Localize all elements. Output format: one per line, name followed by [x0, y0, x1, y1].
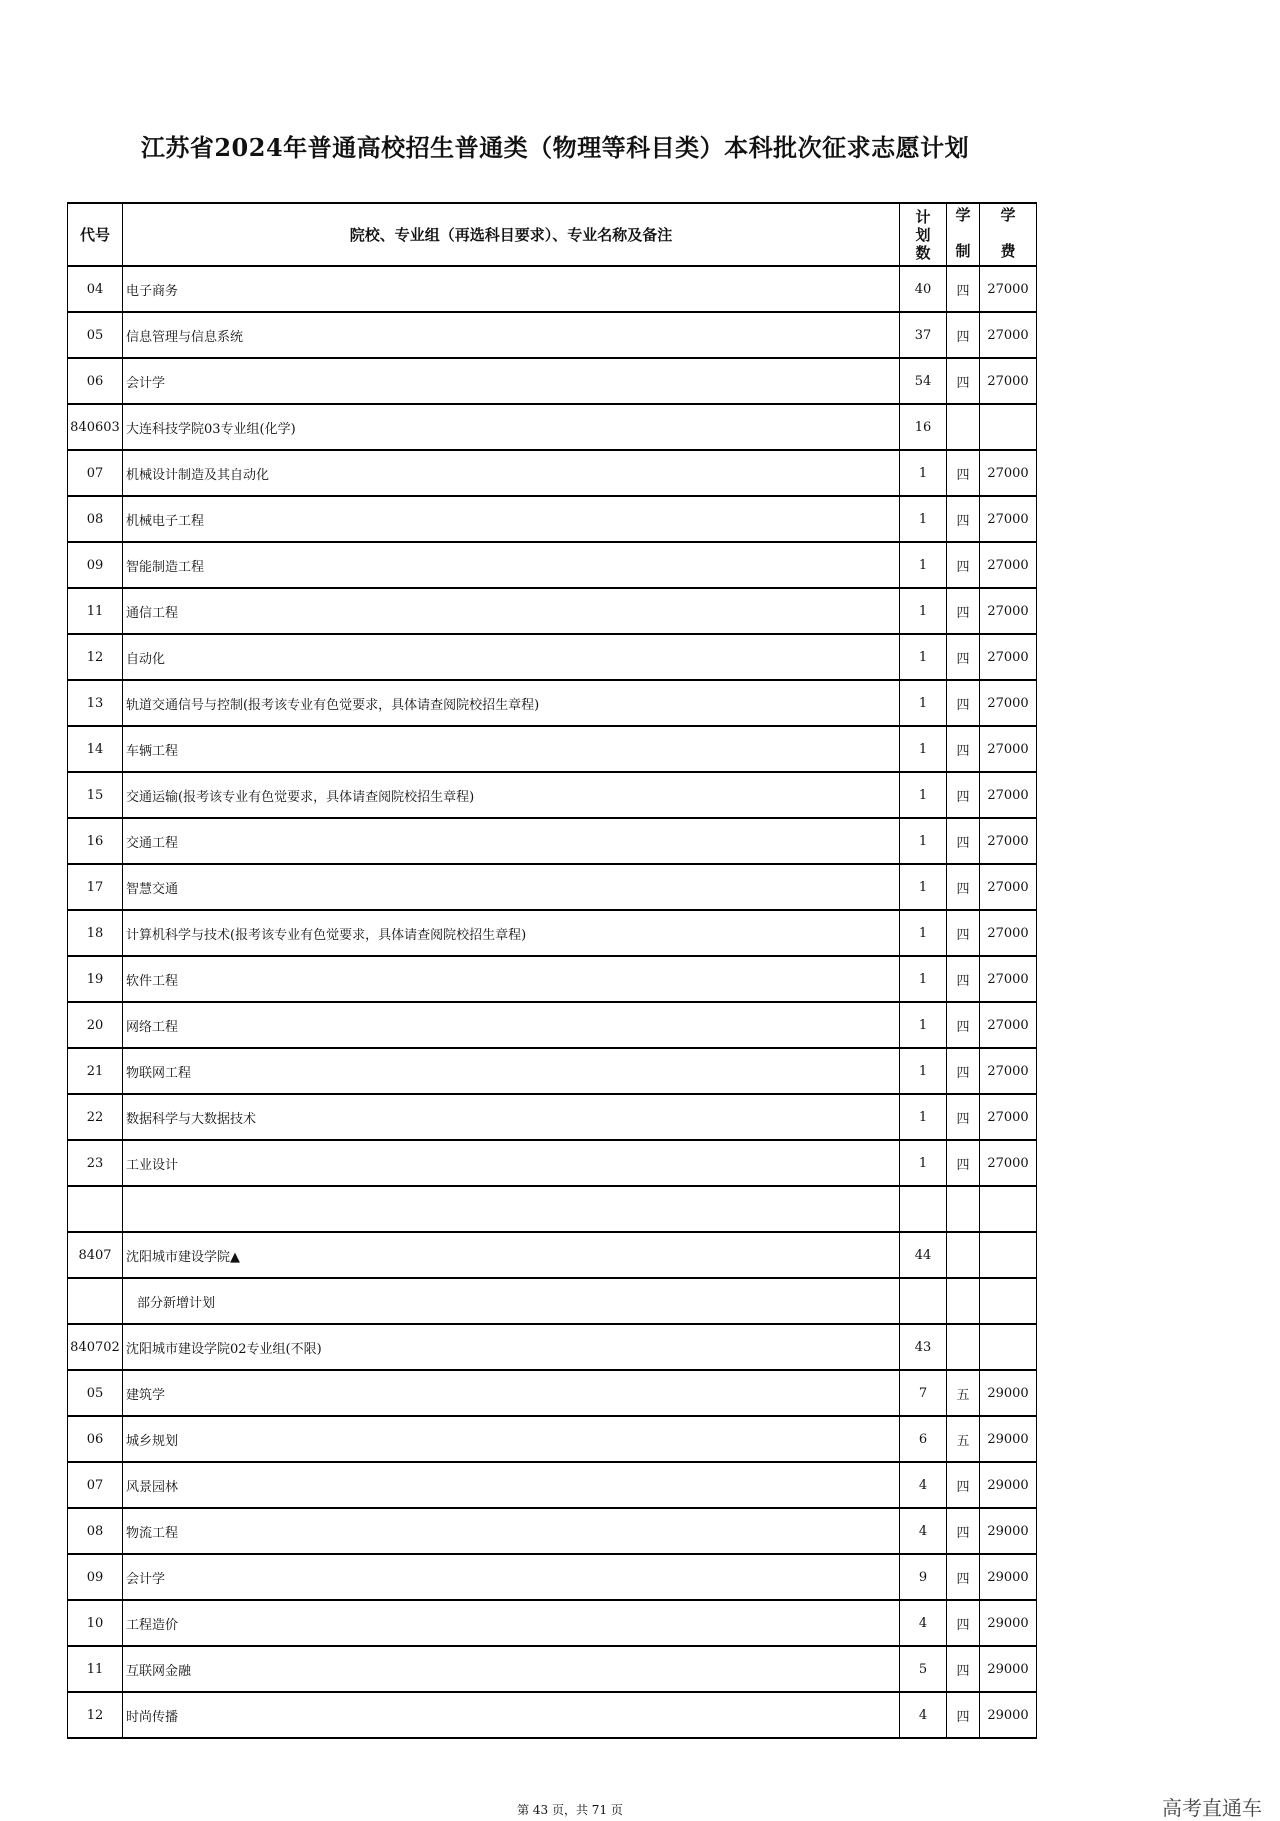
cell-name: 会计学: [123, 358, 900, 404]
cell-fee: 27000: [980, 1002, 1037, 1048]
cell-code: [68, 1278, 123, 1324]
table-row: [68, 1278, 1037, 1324]
cell-fee: 27000: [980, 1140, 1037, 1186]
cell-system: 四: [947, 542, 980, 588]
watermark: 高考直通车: [1162, 1796, 1262, 1820]
cell-plan: 54: [900, 358, 947, 404]
cell-name: 软件工程: [123, 956, 900, 1002]
page-title: 江苏省2024年普通高校招生普通类（物理等科目类）本科批次征求志愿计划: [140, 133, 970, 162]
cell-name: 风景园林: [123, 1462, 900, 1508]
cell-fee: 27000: [980, 772, 1037, 818]
cell-system: 四: [947, 1554, 980, 1600]
cell-code: 11: [68, 588, 123, 634]
cell-plan: 1: [900, 1140, 947, 1186]
cell-plan: 4: [900, 1600, 947, 1646]
cell-code: 07: [68, 450, 123, 496]
cell-plan: 1: [900, 1048, 947, 1094]
table-row: [68, 1140, 1037, 1186]
cell-name: 信息管理与信息系统: [123, 312, 900, 358]
table-row: [68, 266, 1037, 312]
cell-code: 840603: [68, 404, 123, 450]
cell-fee: 27000: [980, 956, 1037, 1002]
cell-plan: 1: [900, 864, 947, 910]
cell-plan: 1: [900, 1094, 947, 1140]
cell-plan: 1: [900, 680, 947, 726]
cell-fee: 27000: [980, 726, 1037, 772]
cell-fee: 27000: [980, 496, 1037, 542]
cell-code: 840702: [68, 1324, 123, 1370]
table-row: [68, 1370, 1037, 1416]
cell-name: 网络工程: [123, 1002, 900, 1048]
cell-plan: [900, 1278, 947, 1324]
cell-fee: 29000: [980, 1416, 1037, 1462]
table-row: [68, 634, 1037, 680]
cell-plan: 1: [900, 634, 947, 680]
cell-fee: 27000: [980, 312, 1037, 358]
cell-plan: 1: [900, 450, 947, 496]
table-row: [68, 312, 1037, 358]
cell-fee: 29000: [980, 1554, 1037, 1600]
cell-fee: 27000: [980, 450, 1037, 496]
header-plan-char: 数: [915, 243, 931, 262]
table-row: [68, 1232, 1037, 1278]
cell-fee: 29000: [980, 1370, 1037, 1416]
cell-code: 23: [68, 1140, 123, 1186]
cell-code: 11: [68, 1646, 123, 1692]
cell-name: 大连科技学院03专业组(化学): [123, 404, 900, 450]
cell-system: 四: [947, 450, 980, 496]
cell-fee: 29000: [980, 1508, 1037, 1554]
table-row: [68, 864, 1037, 910]
cell-name: 数据科学与大数据技术: [123, 1094, 900, 1140]
cell-fee: [980, 404, 1037, 450]
cell-plan: 1: [900, 956, 947, 1002]
cell-name: 物流工程: [123, 1508, 900, 1554]
cell-name: 自动化: [123, 634, 900, 680]
cell-name: 机械设计制造及其自动化: [123, 450, 900, 496]
cell-name: 工程造价: [123, 1600, 900, 1646]
cell-code: 15: [68, 772, 123, 818]
cell-name: 会计学: [123, 1554, 900, 1600]
cell-system: 四: [947, 680, 980, 726]
table-row: [68, 772, 1037, 818]
table-row: [68, 496, 1037, 542]
cell-code: 08: [68, 1508, 123, 1554]
cell-name: 机械电子工程: [123, 496, 900, 542]
cell-name: 电子商务: [123, 266, 900, 312]
cell-name: 轨道交通信号与控制(报考该专业有色觉要求，具体请查阅院校招生章程): [123, 680, 900, 726]
header-code: 代号: [68, 203, 123, 266]
cell-code: 13: [68, 680, 123, 726]
cell-name: 沈阳城市建设学院▲: [123, 1232, 900, 1278]
cell-name: [123, 1186, 900, 1232]
cell-code: 21: [68, 1048, 123, 1094]
cell-system: 四: [947, 1646, 980, 1692]
cell-fee: 29000: [980, 1692, 1037, 1738]
cell-fee: 27000: [980, 818, 1037, 864]
cell-fee: [980, 1186, 1037, 1232]
cell-code: 07: [68, 1462, 123, 1508]
cell-plan: 1: [900, 542, 947, 588]
cell-plan: 4: [900, 1692, 947, 1738]
cell-fee: [980, 1232, 1037, 1278]
cell-system: 四: [947, 1094, 980, 1140]
cell-system: 四: [947, 910, 980, 956]
header-system: [947, 203, 980, 266]
cell-plan: 1: [900, 726, 947, 772]
cell-name: 城乡规划: [123, 1416, 900, 1462]
cell-plan: 1: [900, 772, 947, 818]
cell-plan: 7: [900, 1370, 947, 1416]
cell-system: 四: [947, 588, 980, 634]
cell-plan: 9: [900, 1554, 947, 1600]
table-row: [68, 1692, 1037, 1738]
cell-name: 建筑学: [123, 1370, 900, 1416]
cell-code: 10: [68, 1600, 123, 1646]
cell-plan: 1: [900, 496, 947, 542]
cell-system: 四: [947, 1462, 980, 1508]
header-fee-char: 学: [1000, 206, 1016, 224]
cell-plan: 1: [900, 1002, 947, 1048]
page-number: 第 43 页，共 71 页: [517, 1803, 623, 1817]
cell-name: 计算机科学与技术(报考该专业有色觉要求，具体请查阅院校招生章程): [123, 910, 900, 956]
cell-fee: [980, 1324, 1037, 1370]
cell-fee: 27000: [980, 1094, 1037, 1140]
table-row: [68, 1462, 1037, 1508]
cell-system: 四: [947, 1692, 980, 1738]
cell-system: 五: [947, 1370, 980, 1416]
table-row: [68, 358, 1037, 404]
cell-plan: 1: [900, 818, 947, 864]
cell-fee: 29000: [980, 1600, 1037, 1646]
cell-code: 05: [68, 312, 123, 358]
cell-code: 17: [68, 864, 123, 910]
cell-plan: 16: [900, 404, 947, 450]
table-row: [68, 1600, 1037, 1646]
cell-name: 时尚传播: [123, 1692, 900, 1738]
cell-code: 06: [68, 1416, 123, 1462]
cell-system: [947, 1278, 980, 1324]
cell-system: 四: [947, 772, 980, 818]
plan-table: [67, 202, 1037, 1739]
cell-system: 四: [947, 1600, 980, 1646]
cell-system: 四: [947, 496, 980, 542]
cell-code: 14: [68, 726, 123, 772]
cell-fee: 27000: [980, 910, 1037, 956]
table-row: [68, 1094, 1037, 1140]
cell-name: 智慧交通: [123, 864, 900, 910]
cell-name: 部分新增计划: [123, 1278, 900, 1324]
table-row: [68, 1508, 1037, 1554]
cell-fee: 27000: [980, 680, 1037, 726]
cell-code: 18: [68, 910, 123, 956]
cell-code: 12: [68, 634, 123, 680]
header-plan-char: 划: [915, 225, 931, 244]
table-row: [68, 910, 1037, 956]
cell-name: 互联网金融: [123, 1646, 900, 1692]
cell-plan: 43: [900, 1324, 947, 1370]
cell-name: 车辆工程: [123, 726, 900, 772]
cell-system: 四: [947, 634, 980, 680]
table-row: [68, 1048, 1037, 1094]
table-row: [68, 726, 1037, 772]
cell-plan: 37: [900, 312, 947, 358]
cell-code: 09: [68, 542, 123, 588]
table-row: [68, 1186, 1037, 1232]
header-system-char: 制: [955, 242, 971, 260]
cell-system: 五: [947, 1416, 980, 1462]
table-row: [68, 588, 1037, 634]
header-fee-char: 费: [1000, 242, 1016, 260]
table-row: [68, 404, 1037, 450]
header-name: 院校、专业组（再选科目要求）、专业名称及备注: [123, 203, 900, 266]
cell-name: 物联网工程: [123, 1048, 900, 1094]
cell-system: [947, 404, 980, 450]
cell-name: 沈阳城市建设学院02专业组(不限): [123, 1324, 900, 1370]
cell-plan: 4: [900, 1508, 947, 1554]
cell-code: 19: [68, 956, 123, 1002]
cell-name: 通信工程: [123, 588, 900, 634]
table-row: [68, 680, 1037, 726]
cell-fee: 27000: [980, 864, 1037, 910]
cell-system: 四: [947, 1048, 980, 1094]
header-plan-char: 计: [915, 207, 931, 226]
cell-code: [68, 1186, 123, 1232]
cell-system: [947, 1186, 980, 1232]
cell-system: 四: [947, 1140, 980, 1186]
table-row: [68, 1416, 1037, 1462]
table-row: [68, 542, 1037, 588]
cell-code: 20: [68, 1002, 123, 1048]
cell-code: 05: [68, 1370, 123, 1416]
cell-plan: 4: [900, 1462, 947, 1508]
cell-system: 四: [947, 266, 980, 312]
cell-system: [947, 1324, 980, 1370]
table-row: [68, 1646, 1037, 1692]
table-row: [68, 1554, 1037, 1600]
cell-plan: 6: [900, 1416, 947, 1462]
cell-plan: 40: [900, 266, 947, 312]
cell-code: 22: [68, 1094, 123, 1140]
header-plan: [900, 203, 947, 266]
cell-system: [947, 1232, 980, 1278]
cell-system: 四: [947, 818, 980, 864]
cell-name: 交通工程: [123, 818, 900, 864]
cell-name: 工业设计: [123, 1140, 900, 1186]
cell-fee: 27000: [980, 542, 1037, 588]
cell-fee: 29000: [980, 1646, 1037, 1692]
table-header-row: [68, 203, 1037, 266]
cell-system: 四: [947, 358, 980, 404]
table-row: [68, 956, 1037, 1002]
cell-code: 8407: [68, 1232, 123, 1278]
header-system-char: 学: [955, 206, 971, 224]
cell-code: 08: [68, 496, 123, 542]
cell-plan: 5: [900, 1646, 947, 1692]
cell-fee: 27000: [980, 1048, 1037, 1094]
cell-fee: 27000: [980, 634, 1037, 680]
table-row: [68, 1002, 1037, 1048]
cell-fee: 27000: [980, 588, 1037, 634]
cell-fee: 27000: [980, 358, 1037, 404]
cell-name: 智能制造工程: [123, 542, 900, 588]
cell-code: 09: [68, 1554, 123, 1600]
cell-name: 交通运输(报考该专业有色觉要求，具体请查阅院校招生章程): [123, 772, 900, 818]
cell-system: 四: [947, 956, 980, 1002]
cell-fee: [980, 1278, 1037, 1324]
table-row: [68, 450, 1037, 496]
cell-system: 四: [947, 312, 980, 358]
cell-system: 四: [947, 726, 980, 772]
cell-system: 四: [947, 1002, 980, 1048]
cell-plan: 44: [900, 1232, 947, 1278]
table-row: [68, 1324, 1037, 1370]
cell-fee: 27000: [980, 266, 1037, 312]
cell-plan: 1: [900, 588, 947, 634]
cell-plan: 1: [900, 910, 947, 956]
cell-code: 06: [68, 358, 123, 404]
header-fee: [980, 203, 1037, 266]
table-row: [68, 818, 1037, 864]
cell-fee: 29000: [980, 1462, 1037, 1508]
cell-system: 四: [947, 1508, 980, 1554]
cell-plan: [900, 1186, 947, 1232]
cell-code: 16: [68, 818, 123, 864]
cell-code: 12: [68, 1692, 123, 1738]
cell-system: 四: [947, 864, 980, 910]
cell-code: 04: [68, 266, 123, 312]
